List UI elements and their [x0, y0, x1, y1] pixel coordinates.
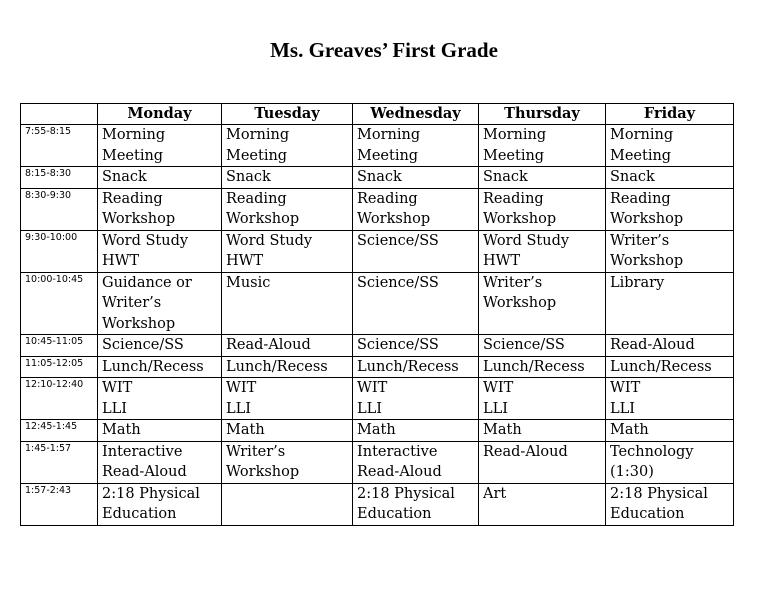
- schedule-cell: [479, 335, 606, 357]
- activity-line: WIT: [226, 380, 257, 396]
- schedule-cell: [98, 167, 222, 189]
- activity-line: Education: [357, 506, 432, 522]
- activity-line: 2:18 Physical: [102, 485, 200, 502]
- activity-line: Writer’s: [226, 443, 286, 460]
- activity-line: Word Study: [483, 232, 570, 249]
- activity-line: Reading: [483, 190, 544, 207]
- schedule-cell: [606, 188, 734, 230]
- schedule-cell: [606, 483, 734, 525]
- activity-line: Reading: [226, 190, 287, 207]
- time-slot: 10:00-10:45: [21, 272, 98, 335]
- schedule-cell: [479, 420, 606, 442]
- activity-line: Snack: [483, 169, 528, 185]
- schedule-cell: [606, 420, 734, 442]
- activity-line: Science/SS: [102, 337, 184, 353]
- activity-line: Technology: [610, 443, 694, 460]
- table-row: [21, 272, 734, 335]
- activity-line: Lunch/Recess: [483, 358, 585, 375]
- day-header: Friday: [606, 104, 734, 125]
- activity-line: HWT: [102, 253, 140, 269]
- schedule-cell: [353, 356, 479, 378]
- schedule-cell: [98, 272, 222, 335]
- schedule-cell: [353, 167, 479, 189]
- activity-line: Science/SS: [357, 232, 439, 249]
- activity-line: Read-Aloud: [357, 464, 442, 480]
- activity-line: 2:18 Physical: [357, 485, 455, 502]
- activity-line: Interactive: [357, 443, 438, 460]
- schedule-cell: [606, 356, 734, 378]
- activity-line: Meeting: [102, 147, 164, 164]
- table-row: [21, 483, 734, 525]
- time-slot: 12:45-1:45: [21, 420, 98, 442]
- table-row: [21, 378, 734, 420]
- activity-line: Math: [226, 422, 265, 438]
- schedule-cell: [222, 335, 353, 357]
- day-header: Tuesday: [222, 104, 353, 125]
- schedule-cell: [222, 188, 353, 230]
- activity-line: Lunch/Recess: [610, 358, 712, 375]
- activity-line: Science/SS: [483, 337, 565, 353]
- schedule-cell: [222, 378, 353, 420]
- activity-line: Reading: [102, 190, 163, 207]
- activity-line: WIT: [610, 380, 641, 396]
- activity-line: Reading: [610, 190, 671, 207]
- schedule-cell: [98, 356, 222, 378]
- schedule-cell: [479, 356, 606, 378]
- activity-line: HWT: [483, 253, 521, 269]
- table-row: [21, 188, 734, 230]
- schedule-cell: [353, 483, 479, 525]
- schedule-cell: [222, 441, 353, 483]
- time-slot: 8:30-9:30: [21, 188, 98, 230]
- schedule-cell: [479, 125, 606, 167]
- schedule-cell: [222, 125, 353, 167]
- activity-line: Read-Aloud: [610, 337, 695, 353]
- schedule-cell: [606, 230, 734, 272]
- schedule-cell: [479, 483, 606, 525]
- day-header: Thursday: [479, 104, 606, 125]
- schedule-cell: [98, 335, 222, 357]
- activity-line: Science/SS: [357, 337, 439, 353]
- time-slot: 7:55-8:15: [21, 125, 98, 167]
- activity-line: LLI: [610, 400, 635, 417]
- activity-line: WIT: [102, 380, 133, 396]
- schedule-cell: [353, 230, 479, 272]
- activity-line: Music: [226, 274, 271, 291]
- activity-line: HWT: [226, 253, 264, 269]
- day-header: Wednesday: [353, 104, 479, 125]
- table-row: [21, 335, 734, 357]
- activity-line: LLI: [483, 400, 508, 417]
- table-row: [21, 167, 734, 189]
- activity-line: Writer’s: [610, 232, 670, 249]
- day-header: Monday: [98, 104, 222, 125]
- time-slot: 9:30-10:00: [21, 230, 98, 272]
- activity-line: Education: [610, 506, 685, 522]
- time-slot: 11:05-12:05: [21, 356, 98, 378]
- time-slot: 1:45-1:57: [21, 441, 98, 483]
- schedule-cell: [98, 483, 222, 525]
- activity-line: Math: [483, 422, 522, 438]
- activity-line: Lunch/Recess: [226, 358, 328, 375]
- schedule-cell: [353, 188, 479, 230]
- activity-line: Meeting: [610, 147, 672, 164]
- activity-line: Workshop: [357, 211, 431, 227]
- activity-line: WIT: [357, 380, 388, 396]
- activity-line: Morning: [102, 127, 166, 143]
- schedule-cell: [222, 167, 353, 189]
- schedule-cell: [222, 356, 353, 378]
- schedule-cell: [98, 188, 222, 230]
- schedule-body: [21, 125, 734, 526]
- activity-line: Morning: [610, 127, 674, 143]
- activity-line: Math: [102, 422, 141, 438]
- activity-line: Writer’s: [483, 274, 543, 291]
- schedule-cell: [98, 230, 222, 272]
- schedule-cell: [479, 188, 606, 230]
- schedule-cell: [479, 378, 606, 420]
- activity-line: LLI: [226, 400, 251, 417]
- schedule-cell: [353, 125, 479, 167]
- activity-line: Meeting: [226, 147, 288, 164]
- corner-cell: [21, 104, 98, 125]
- schedule-cell: [479, 230, 606, 272]
- activity-line: Lunch/Recess: [357, 358, 459, 375]
- activity-line: Education: [102, 506, 177, 522]
- schedule-cell: [222, 230, 353, 272]
- schedule-cell: [606, 125, 734, 167]
- schedule-cell: [98, 378, 222, 420]
- schedule-cell: [353, 378, 479, 420]
- activity-line: Morning: [226, 127, 290, 143]
- table-row: [21, 441, 734, 483]
- time-slot: 10:45-11:05: [21, 335, 98, 357]
- activity-line: Snack: [610, 169, 655, 185]
- schedule-cell: [353, 335, 479, 357]
- time-slot: 8:15-8:30: [21, 167, 98, 189]
- activity-line: Art: [483, 485, 507, 502]
- schedule-cell: [98, 125, 222, 167]
- activity-line: Math: [610, 422, 649, 438]
- schedule-cell: [353, 420, 479, 442]
- activity-line: Workshop: [483, 211, 557, 227]
- time-slot: 1:57-2:43: [21, 483, 98, 525]
- activity-line: WIT: [483, 380, 514, 396]
- activity-line: Workshop: [610, 211, 684, 227]
- schedule-cell: [606, 167, 734, 189]
- activity-line: Read-Aloud: [102, 464, 187, 480]
- schedule-cell: [479, 441, 606, 483]
- activity-line: Library: [610, 274, 665, 291]
- activity-line: Workshop: [610, 253, 684, 269]
- schedule-cell: [353, 272, 479, 335]
- activity-line: Workshop: [226, 464, 300, 480]
- activity-line: Science/SS: [357, 274, 439, 291]
- activity-line: Snack: [102, 169, 147, 185]
- activity-line: LLI: [102, 400, 127, 417]
- activity-line: Meeting: [357, 147, 419, 164]
- schedule-cell: [606, 378, 734, 420]
- schedule-cell: [606, 441, 734, 483]
- schedule-cell: [479, 167, 606, 189]
- activity-line: Workshop: [102, 211, 176, 227]
- activity-line: Workshop: [226, 211, 300, 227]
- activity-line: Writer’s: [102, 295, 162, 311]
- schedule-cell: [479, 272, 606, 335]
- activity-line: Math: [357, 422, 396, 438]
- header-row: [21, 104, 734, 125]
- activity-line: Workshop: [102, 315, 176, 332]
- time-slot: 12:10-12:40: [21, 378, 98, 420]
- activity-line: Lunch/Recess: [102, 358, 204, 375]
- activity-line: Guidance or: [102, 274, 192, 291]
- schedule-table: [20, 103, 734, 526]
- activity-line: Morning: [357, 127, 421, 143]
- table-row: [21, 356, 734, 378]
- activity-line: Meeting: [483, 147, 545, 164]
- page-title: Ms. Greaves’ First Grade: [270, 38, 498, 62]
- activity-line: Reading: [357, 190, 418, 207]
- activity-line: Word Study: [102, 232, 189, 249]
- activity-line: Snack: [357, 169, 402, 185]
- schedule-cell: [353, 441, 479, 483]
- schedule-cell: [222, 420, 353, 442]
- activity-line: Word Study: [226, 232, 313, 249]
- schedule-cell: [606, 272, 734, 335]
- table-row: [21, 125, 734, 167]
- activity-line: (1:30): [610, 464, 654, 480]
- activity-line: Interactive: [102, 443, 183, 460]
- activity-line: Snack: [226, 169, 271, 185]
- schedule-cell: [98, 441, 222, 483]
- schedule-cell: [606, 335, 734, 357]
- activity-line: Read-Aloud: [226, 337, 311, 353]
- schedule-cell: [98, 420, 222, 442]
- activity-line: 2:18 Physical: [610, 485, 708, 502]
- activity-line: Workshop: [483, 295, 557, 311]
- activity-line: Read-Aloud: [483, 443, 568, 460]
- activity-line: LLI: [357, 400, 382, 417]
- schedule-cell: [222, 272, 353, 335]
- table-row: [21, 420, 734, 442]
- activity-line: Morning: [483, 127, 547, 143]
- schedule-cell: [222, 483, 353, 525]
- table-row: [21, 230, 734, 272]
